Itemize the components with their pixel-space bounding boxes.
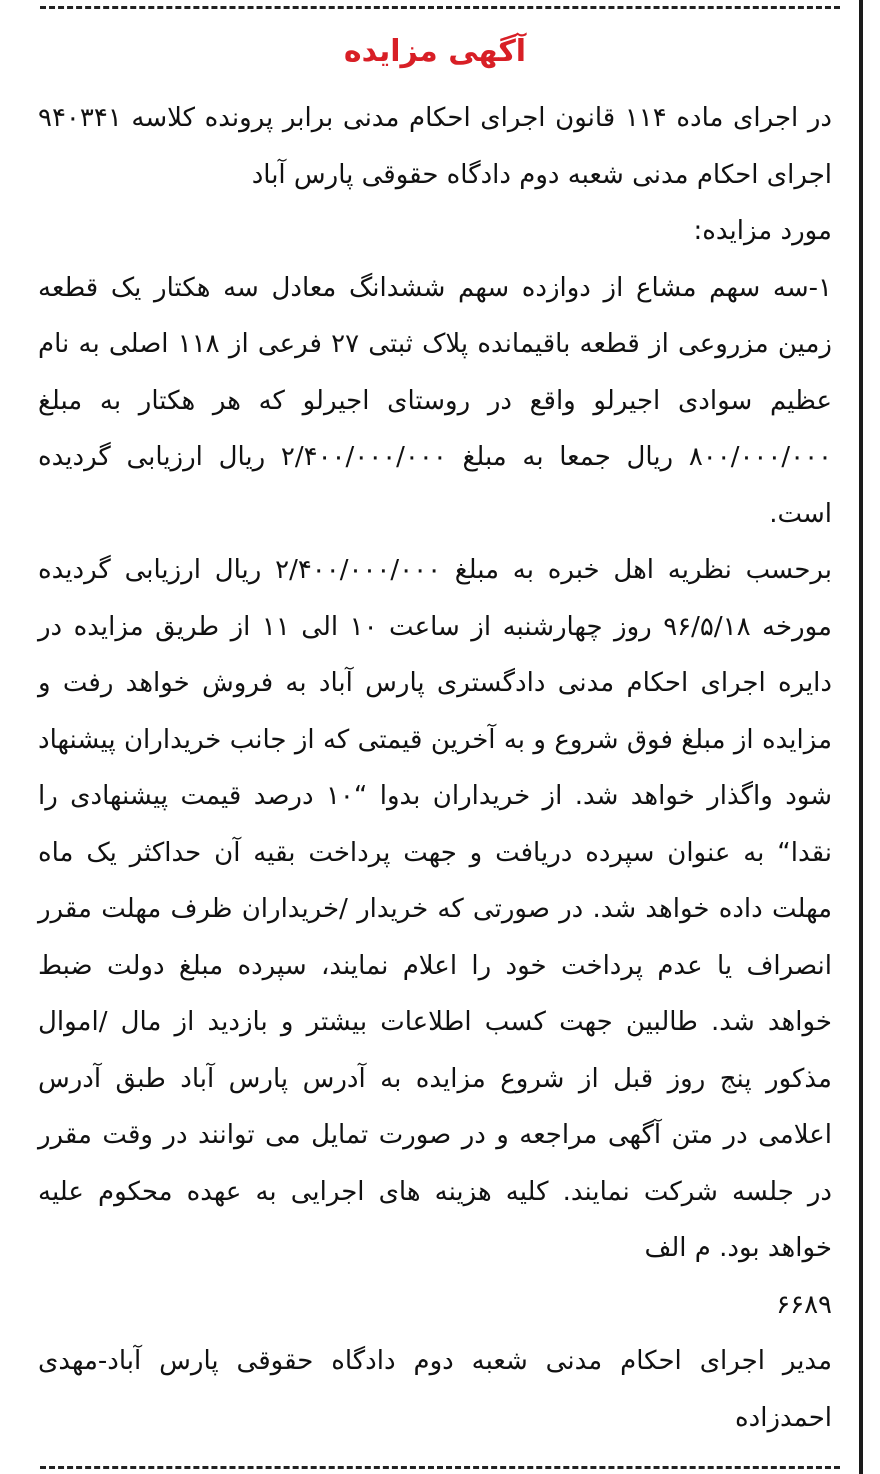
reference-number: ۶۶۸۹ (776, 1289, 832, 1320)
bottom-dashed-divider (40, 1466, 840, 1469)
auction-terms: برحسب نظریه اهل خبره به مبلغ ۲/۴۰۰/۰۰۰/۰۰۰ ریال ارزیابی گردیده مورخه ۹۶/۵/۱۸ روز چهارشنبه از ساعت ۱۰ الی ۱۱ از طریق مزایده در دایره اجرای احکام مدنی دادگستری پارس آباد به فروش خواهد رفت و مزایده از مبلغ فوق شروع و به آخرین قیمتی که از جانب خریداران پیشنهاد شود واگذار خواهد شد. از خریداران بدوا “۱۰ درصد قیمت پیشنهادی را نقدا“ به عنوان سپرده دریافت و جهت پرداخت بقیه آن حداکثر یک ماه مهلت داده خواهد شد. در صورتی که خریدار /خریداران ظرف مهلت مقرر انصراف یا عدم پرداخت خود را اعلام نمایند، سپرده مبلغ دولت ضبط خواهد شد. طالبین جهت کسب اطلاعات بیشتر و بازدید از مال /اموال مذکور پنج روز قبل از شروع مزایده به آدرس پارس آباد طبق آدرس اعلامی در متن آگهی مراجعه و در صورت تمایل می توانند در وقت مقرر در جلسه شرکت نمایند. کلیه هزینه های اجرایی به عهده محکوم علیه خواهد بود. م الف (38, 555, 833, 1263)
notice-intro: در اجرای ماده ۱۱۴ قانون اجرای احکام مدنی برابر پرونده کلاسه ۹۴۰۳۴۱ اجرای احکام مدنی شعبه دوم دادگاه حقوقی پارس آباد (38, 103, 832, 190)
top-dashed-divider (40, 6, 840, 9)
auction-item-1: ۱-سه سهم مشاع از دوازده سهم ششدانگ معادل سه هکتار یک قطعه زمین مزروعی از قطعه باقیمانده پلاک ثبتی ۲۷ فرعی از ۱۱۸ اصلی به نام عظیم سوادی اجیرلو واقع در روستای اجیرلو که هر هکتار به مبلغ ۸۰۰/۰۰۰/۰۰۰ ریال جمعا به مبلغ ۲/۴۰۰/۰۰۰/۰۰۰ ریال ارزیابی گردیده است. (38, 272, 833, 529)
auction-subject-label: مورد مزایده: (693, 216, 832, 246)
column-divider-line (859, 0, 863, 1474)
notice-signature: مدیر اجرای احکام مدنی شعبه دوم دادگاه حقوقی پارس آباد-مهدی احمدزاده (38, 1346, 832, 1433)
notice-title: آگهی مزایده (343, 34, 527, 69)
notice-body (38, 90, 832, 1446)
auction-notice (38, 22, 832, 1446)
